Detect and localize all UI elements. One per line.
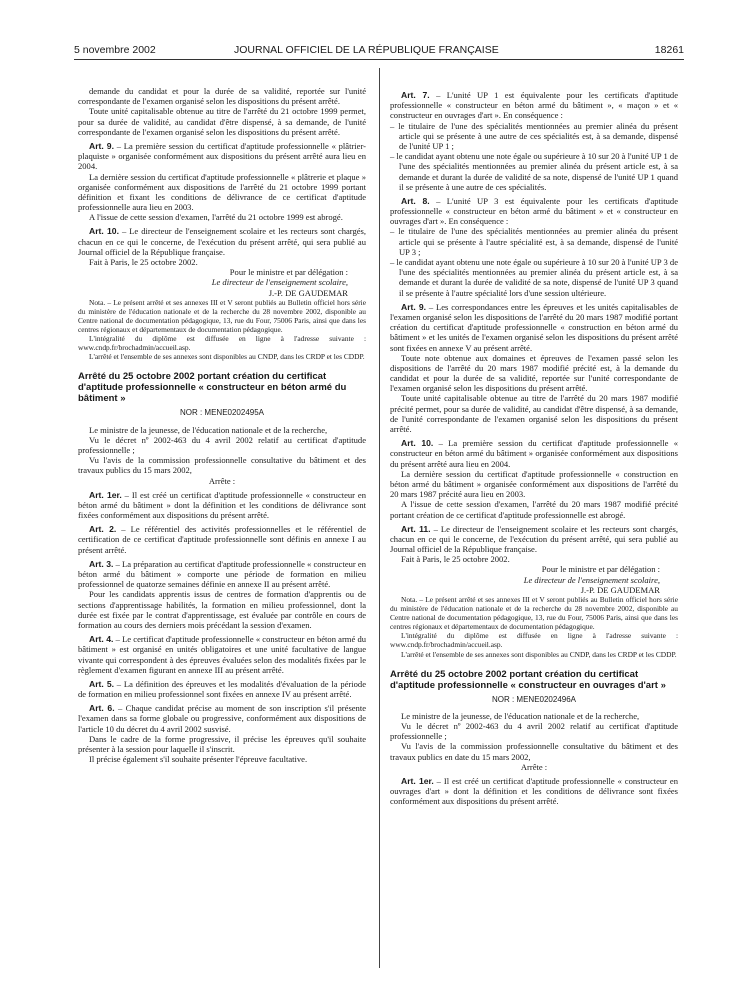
article-paragraph bbox=[78, 141, 366, 172]
article-text: – Il est créé un certificat d'aptitude professionnelle « constructeur en ouvrages d'art » dont la définition et les conditions de délivrance sont fixées conformément aux dispositions du présent arrêté. bbox=[390, 775, 678, 807]
article-text: – Le certificat d'aptitude professionnelle « constructeur en béton armé du bâtiment » est organisé en unités obligatoires et une unité facultative de langue vivante qui correspondent à des épreuves évaluées selon des modalités fixées par le règlement d'examen figurant en annexe III au présent arrêté. bbox=[78, 634, 366, 675]
body-paragraph: Il précise également s'il souhaite présenter l'épreuve facultative. bbox=[89, 754, 308, 765]
article-label: Art. 2. bbox=[89, 524, 117, 535]
body-paragraph: Fait à Paris, le 25 octobre 2002. bbox=[401, 554, 510, 565]
article-label: Art. 9. bbox=[401, 301, 427, 312]
article-label: Art. 1er. bbox=[89, 489, 122, 500]
page-header bbox=[74, 44, 684, 58]
article-text: – L'unité UP 1 est équivalente pour les certificats d'aptitude professionnelle « constructeur en béton armé du bâtiment », « maçon » et « constructeur en ouvrages d'art ». En conséquence : bbox=[390, 90, 678, 121]
article-paragraph bbox=[78, 679, 366, 699]
nota-paragraph: Nota. – Le présent arrêté et ses annexes III et V seront publiés au Bulletin officiel hors série du ministère de l'éducation nationale et de la recherche du 28 novembre 2002, disponible au Centre national de documentation pédagogique, 13, rue du Four, 75006 Paris, ainsi que dans les centres régionaux et départementaux de documentation pédagogique. bbox=[78, 297, 366, 335]
signature-title-text: Le directeur de l'enseignement scolaire, bbox=[523, 574, 660, 585]
article-text: – La première session du certificat d'aptitude professionnelle « plâtrier-plaquiste » organisée conformément aux dispositions du présent arrêté aura lieu en 2004. bbox=[78, 140, 366, 172]
article-label: Art. 5. bbox=[89, 678, 115, 689]
article-paragraph bbox=[390, 196, 678, 227]
header-title: JOURNAL OFFICIEL DE LA RÉPUBLIQUE FRANÇAISE bbox=[234, 44, 499, 56]
nota-paragraph: L'intégralité du diplôme est diffusée en ligne à l'adresse suivante : www.cndp.fr/brochadmin/accueil.asp. bbox=[390, 631, 678, 650]
arrete-heading: Arrête : bbox=[520, 761, 548, 772]
article-label: Art. 4. bbox=[89, 634, 114, 645]
body-paragraph: Le ministre de la jeunesse, de l'éducation nationale et de la recherche, bbox=[401, 710, 640, 721]
nota-paragraph: Nota. – Le présent arrêté et ses annexes III et V seront publiés au Bulletin officiel hors série du ministère de l'éducation nationale et de la recherche du 28 novembre 2002, disponible au Centre national de documentation pédagogique, 13, rue du Four, 75006 Paris, ainsi que dans les centres régionaux et départementaux de documentation pédagogique. bbox=[390, 595, 678, 632]
nota-paragraph: L'arrêté et l'ensemble de ses annexes sont disponibles au CNDP, dans les CRDP et les CDDP. bbox=[89, 352, 365, 362]
nor-reference: NOR : MENE0202496A bbox=[491, 694, 577, 704]
body-paragraph: Vu l'avis de la commission professionnelle consultative du bâtiment et des travaux publics du 15 mars 2002, bbox=[78, 455, 366, 476]
signature-title bbox=[78, 277, 366, 287]
article-label: Art. 9. bbox=[89, 140, 114, 151]
body-paragraph: La dernière session du certificat d'aptitude professionnelle « plâtrerie et plaque » organisée conformément aux dispositions de l'arrêté du 21 octobre 1999 portant définition et fixant les conditions de délivrance de ce certificat d'aptitude professionnelle aura lieu en 2003. bbox=[78, 171, 366, 213]
article-paragraph bbox=[390, 90, 678, 121]
article-paragraph bbox=[390, 776, 678, 807]
body-paragraph: Fait à Paris, le 25 octobre 2002. bbox=[89, 257, 198, 267]
article-label: Art. 10. bbox=[401, 438, 434, 449]
arrete-heading: Arrête : bbox=[208, 475, 236, 486]
body-paragraph: Le ministre de la jeunesse, de l'éducation nationale et de la recherche, bbox=[89, 424, 328, 435]
nota-paragraph: L'arrêté et l'ensemble de ses annexes sont disponibles au CNDP, dans les CRDP et les CDDP. bbox=[401, 649, 677, 659]
right-column bbox=[390, 86, 678, 807]
article-label: Art. 6. bbox=[89, 703, 115, 714]
list-item: – le candidat ayant obtenu une note égale ou supérieure à 10 sur 20 à l'unité UP 1 de l'une des spécialités mentionnées au premier alinéa du présent article est, à sa demande et durant la durée de validité de sa note, dispensé de l'unité UP 1 quand il se présente à une autre de ces spécialités. bbox=[390, 151, 678, 192]
body-paragraph: Toute unité capitalisable obtenue au titre de l'arrêté du 21 octobre 1999 permet, pour sa durée de validité, au candidat d'être dispensé, à sa demande, de l'unité correspondante de l'examen organisé selon les dispositions du présent arrêté. bbox=[78, 106, 366, 137]
article-label: Art. 1er. bbox=[401, 775, 434, 786]
article-paragraph bbox=[78, 226, 366, 257]
body-paragraph: La dernière session du certificat d'aptitude professionnelle « construction en béton armé du bâtiment » organisée conformément aux dispositions de l'arrêté du 20 mars 1987 précité aura lieu en 2003. bbox=[390, 468, 678, 500]
header-page-number: 18261 bbox=[654, 44, 684, 56]
body-paragraph: A l'issue de cette session d'examen, l'arrêté du 20 mars 1987 modifié précité portant création de ce certificat d'aptitude professionnelle est abrogé. bbox=[390, 499, 678, 520]
body-paragraph: Vu l'avis de la commission professionnelle consultative du bâtiment et des travaux publics en date du 15 mars 2002, bbox=[390, 741, 678, 762]
list-item: – le candidat ayant obtenu une note égale ou supérieure à 10 sur 20 à l'unité UP 3 de l'une des spécialités mentionnées au premier alinéa du présent article est, à sa demande et durant la durée de validité de sa note, dispensé de l'unité UP 3 quand il se présente à l'autre spécialité lors d'une session ultérieure. bbox=[390, 257, 678, 298]
article-paragraph bbox=[78, 490, 366, 521]
body-paragraph: Dans le cadre de la forme progressive, il précise les épreuves qu'il souhaite présenter à la session pour laquelle il s'inscrit. bbox=[78, 733, 366, 755]
article-paragraph bbox=[390, 438, 678, 469]
article-text: – La préparation au certificat d'aptitude professionnelle « constructeur en béton armé du bâtiment » comporte une période de formation en milieu professionnel de quatorze semaines définie en annexe II au présent arrêté. bbox=[78, 558, 366, 590]
article-label: Art. 8. bbox=[401, 195, 430, 206]
article-paragraph bbox=[78, 559, 366, 590]
article-text: – La définition des épreuves et les modalités d'évaluation de la période de formation en milieu professionnel sont fixées en annexe IV au présent arrêté. bbox=[78, 678, 366, 700]
body-paragraph: Vu le décret nº 2002-463 du 4 avril 2002 relatif au certificat d'aptitude professionnelle ; bbox=[78, 434, 366, 455]
article-paragraph bbox=[78, 703, 366, 734]
article-text: – La première session du certificat d'aptitude professionnelle « constructeur en béton armé du bâtiment » organisée conformément aux dispositions du présent arrêté aura lieu en 2004. bbox=[390, 438, 679, 469]
body-paragraph: Toute note obtenue aux domaines et épreuves de l'examen passé selon les dispositions de l'arrêté du 20 mars 1987 modifié précité est, à la demande du candidat et pour la durée de sa validité, reportée sur l'unité correspondante de l'examen organisé selon les dispositions du présent arrêté. bbox=[390, 352, 678, 394]
header-rule bbox=[74, 59, 684, 60]
signature-line: Pour le ministre et par délégation : bbox=[229, 267, 348, 278]
signature-line: J.-P. DE GAUDEMAR bbox=[268, 287, 348, 298]
article-text: – Le directeur de l'enseignement scolaire et les recteurs sont chargés, chacun en ce qui le concerne, de l'exécution du présent arrêté, qui sera publié au Journal officiel de la République française. bbox=[78, 226, 366, 257]
article-paragraph bbox=[78, 524, 366, 555]
body-paragraph: demande du candidat et pour la durée de sa validité, reportée sur l'unité correspondante de l'examen organisé selon les dispositions du présent arrêté. bbox=[78, 86, 366, 107]
body-paragraph: A l'issue de cette session d'examen, l'arrêté du 21 octobre 1999 est abrogé. bbox=[89, 212, 343, 223]
body-paragraph: Toute unité capitalisable obtenue au titre de l'arrêté du 20 mars 1987 modifié précité permet, pour sa durée de validité, au candidat d'être dispensé, à sa demande, de l'unité correspondante de l'examen organisé selon les dispositions du présent arrêté. bbox=[390, 393, 678, 434]
left-column bbox=[78, 86, 366, 764]
article-label: Art. 10. bbox=[89, 226, 119, 237]
signature-title-text: Le directeur de l'enseignement scolaire, bbox=[211, 277, 348, 288]
article-text: – Le directeur de l'enseignement scolaire et les recteurs sont chargés, chacun en ce qui le concerne, de l'exécution du présent arrêté, qui sera publié au Journal officiel de la République française. bbox=[390, 523, 678, 555]
signature-line: J.-P. DE GAUDEMAR bbox=[580, 584, 660, 595]
article-paragraph bbox=[78, 634, 366, 675]
article-paragraph bbox=[390, 524, 678, 555]
decree-title: Arrêté du 25 octobre 2002 portant création du certificat d'aptitude professionnelle « constructeur en béton armé du bâtiment » bbox=[78, 371, 347, 405]
nor-reference: NOR : MENE0202495A bbox=[179, 408, 265, 418]
article-paragraph bbox=[390, 302, 678, 353]
article-label: Art. 3. bbox=[89, 558, 114, 569]
article-label: Art. 11. bbox=[401, 523, 431, 534]
body-paragraph: Pour les candidats apprentis issus de centres de formation d'apprentis ou de sections d'apprentissage habilités, la formation en milieu professionnel, dont la durée est fixée par le contrat d'apprentissage, est évaluée par contrôle en cours de formation au cours des derniers mois précédant la session d'examen. bbox=[78, 589, 366, 630]
list-item: – le titulaire de l'une des spécialités mentionnées au premier alinéa du présent article qui se présente à l'autre spécialité est, à sa demande, dispensé de l'unité UP 3 ; bbox=[390, 226, 678, 257]
body-paragraph: Vu le décret nº 2002-463 du 4 avril 2002 relatif au certificat d'aptitude professionnelle ; bbox=[390, 721, 678, 742]
signature-line: Pour le ministre et par délégation : bbox=[541, 564, 660, 575]
header-date: 5 novembre 2002 bbox=[74, 44, 156, 56]
article-text: – Le référentiel des activités professionnelles et le référentiel de certification de ce certificat d'aptitude professionnelle sont définis en annexe I au présent arrêté. bbox=[78, 524, 366, 555]
signature-title bbox=[390, 575, 678, 585]
list-item: – le titulaire de l'une des spécialités mentionnées au premier alinéa du présent article qui se présente à une autre de ces spécialités est, à sa demande, dispensé de l'unité UP 1 ; bbox=[390, 120, 678, 151]
article-text: – L'unité UP 3 est équivalente pour les certificats d'aptitude professionnelle « constructeur en béton armé du bâtiment » et « constructeur en ouvrages d'art ». En conséquence : bbox=[390, 195, 678, 227]
article-label: Art. 7. bbox=[401, 90, 430, 100]
article-text: – Les correspondances entre les épreuves et les unités capitalisables de l'examen organisé selon les dispositions de l'arrêté du 20 mars 1987 modifié portant création du certificat d'aptitude professionnelle « construction en béton armé du bâtiment » et les unités de l'examen organisé selon les dispositions du présent arrêté sont fixées en annexe V au présent arrêté. bbox=[390, 301, 678, 353]
article-text: – Il est créé un certificat d'aptitude professionnelle « constructeur en béton armé du bâtiment » dont la définition et les conditions de délivrance sont fixées conformément aux dispositions du présent arrêté. bbox=[78, 489, 366, 521]
decree-title: Arrêté du 25 octobre 2002 portant création du certificat d'aptitude professionnelle « constructeur en ouvrages d'art » bbox=[390, 668, 666, 691]
article-text: – Chaque candidat précise au moment de son inscription s'il présente l'examen dans sa forme globale ou progressive, conformément aux dispositions de l'article 10 du décret du 4 avril 2002 susvisé. bbox=[78, 703, 367, 734]
column-divider bbox=[379, 68, 380, 968]
nota-paragraph: L'intégralité du diplôme est diffusée en ligne à l'adresse suivante : www.cndp.fr/brochadmin/accueil.asp. bbox=[78, 334, 366, 353]
